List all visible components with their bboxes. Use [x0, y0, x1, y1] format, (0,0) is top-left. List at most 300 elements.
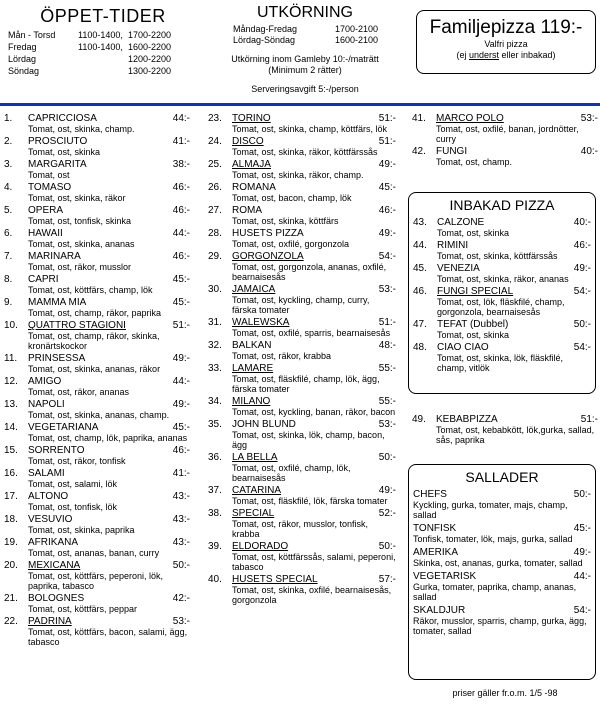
item-ingredients: Tomat, ost, skinka, räkor, köttfärssås — [232, 147, 378, 157]
price-validity-note: priser gäller fr.o.m. 1/5 -98 — [452, 688, 558, 698]
item-number: 45. — [413, 263, 427, 274]
item-number: 2. — [4, 136, 13, 147]
item-price: 52:- — [378, 508, 396, 519]
salad-price: 44:- — [573, 571, 591, 582]
item-number: 12. — [4, 376, 18, 387]
salad-name: CHEFS — [413, 489, 447, 500]
opening-day: Mån - Torsd — [8, 30, 56, 40]
item-ingredients: Tomat, ost, räkor, musslor, tonfisk, krabba — [232, 519, 369, 539]
item-price: 50:- — [172, 560, 190, 571]
item-price: 50:- — [378, 541, 396, 552]
salad-item — [413, 547, 591, 568]
item-number: 44. — [413, 240, 427, 251]
family-pizza-box — [416, 10, 596, 74]
menu-item-header — [4, 205, 190, 216]
opening-time-1: 1100-1400, — [78, 42, 123, 52]
item-number: 27. — [208, 205, 222, 216]
item-ingredients: Tomat, ost, köttfärssås, salami, peperoni, tabasco — [232, 552, 396, 572]
menu-item — [4, 593, 190, 614]
menu-item — [208, 136, 396, 157]
menu-item-header — [208, 251, 396, 262]
item-price: 50:- — [573, 319, 591, 330]
item-price: 46:- — [172, 182, 190, 193]
item-name: HAWAII — [28, 228, 63, 239]
item-price: 49:- — [172, 353, 190, 364]
item-number: 26. — [208, 182, 222, 193]
item-name: TEFAT (Dubbel) — [437, 319, 509, 330]
item-ingredients: Tomat, ost, skinka, paprika — [28, 525, 135, 535]
menu-item — [4, 205, 190, 226]
item-ingredients: Tomat, ost, salami, lök — [28, 479, 118, 489]
item-ingredients: Tomat, ost, skinka, champ, köttfärs, lök — [232, 124, 388, 134]
menu-header — [0, 0, 600, 100]
item-price: 44:- — [172, 376, 190, 387]
item-ingredients: Tomat, ost, skinka, räkor, champ. — [232, 170, 364, 180]
item-ingredients: Tomat, ost, kyckling, champ, curry, färska tomater — [232, 295, 370, 315]
item-name: VEGETARIANA — [28, 422, 99, 433]
item-number: 22. — [4, 616, 18, 627]
menu-item — [208, 419, 396, 450]
salad-price: 49:- — [573, 547, 591, 558]
item-name: PROSCIUTO — [28, 136, 88, 147]
item-name: DISCO — [232, 136, 264, 147]
menu-item-header — [4, 251, 190, 262]
menu-item — [208, 574, 396, 605]
item-name: FUNGI — [436, 146, 468, 157]
opening-time-1 — [78, 53, 128, 65]
menu-item — [4, 422, 190, 443]
opening-hours-row — [8, 53, 198, 65]
item-number: 15. — [4, 445, 18, 456]
item-name: CAPRI — [28, 274, 59, 285]
item-ingredients: Tomat, ost, skinka, lök, fläskfilé, champ, vitlök — [437, 353, 564, 373]
menu-item — [4, 616, 190, 647]
menu-item — [208, 159, 396, 180]
menu-item-header — [208, 485, 396, 496]
menu-item — [412, 414, 598, 445]
item-ingredients: Tomat, ost, köttfärs, champ, lök — [28, 285, 153, 295]
salad-name: VEGETARISK — [413, 571, 477, 582]
item-ingredients: Tomat, ost, skinka, champ. — [28, 124, 135, 134]
item-ingredients: Tomat, ost, skinka, lök, champ, bacon, ägg — [232, 430, 385, 450]
opening-day: Söndag — [8, 66, 40, 76]
item-number: 10. — [4, 320, 18, 331]
item-price: 53:- — [172, 616, 190, 627]
menu-item-header — [4, 445, 190, 456]
menu-item-header — [4, 136, 190, 147]
opening-time-2: 1600-2200 — [128, 42, 172, 52]
opening-time-1: 1100-1400, — [78, 30, 123, 40]
item-number: 32. — [208, 340, 222, 351]
delivery-note: Utkörning inom Gamleby 10:-/maträtt — [231, 54, 379, 64]
menu-item-header — [208, 113, 396, 124]
item-price: 49:- — [378, 159, 396, 170]
kebab-pizza — [412, 414, 598, 447]
item-price: 48:- — [378, 340, 396, 351]
item-ingredients: Tomat, ost, skinka, räkor — [28, 193, 126, 203]
menu-item — [4, 445, 190, 466]
item-number: 24. — [208, 136, 222, 147]
item-name: LA BELLA — [232, 452, 278, 463]
item-number: 37. — [208, 485, 222, 496]
salad-name: TONFISK — [413, 523, 457, 534]
item-name: FUNGI SPECIAL — [437, 286, 514, 297]
salad-item-header — [413, 489, 591, 500]
item-price: 51:- — [378, 317, 396, 328]
item-ingredients: Tomat, ost, skinka, köttfärssås — [437, 251, 558, 261]
item-name: AFRIKANA — [28, 537, 79, 548]
menu-item — [208, 485, 396, 506]
menu-item-header — [4, 113, 190, 124]
menu-item-header — [413, 217, 591, 228]
item-number: 21. — [4, 593, 18, 604]
item-name: QUATTRO STAGIONI — [28, 320, 126, 331]
item-name: ROMANA — [232, 182, 276, 193]
menu-item-header — [208, 574, 396, 585]
item-name: CAPRICCIOSA — [28, 113, 97, 124]
item-ingredients: Tomat, ost, oxfilé, sparris, bearnaisesås — [232, 328, 391, 338]
salad-ingredients: Gurka, tomater, paprika, champ, ananas, sallad — [413, 582, 577, 602]
delivery-time: 1700-2100 — [335, 24, 379, 34]
item-name: RIMINI — [437, 240, 469, 251]
item-price: 54:- — [378, 251, 396, 262]
item-name: HUSETS PIZZA — [232, 228, 304, 239]
item-price: 41:- — [172, 136, 190, 147]
item-ingredients: Tomat, ost, fläskfilé, lök, färska tomater — [232, 496, 388, 506]
menu-item — [208, 228, 396, 249]
menu-item — [208, 396, 396, 417]
menu-item-header — [208, 452, 396, 463]
item-name: HUSETS SPECIAL — [232, 574, 318, 585]
menu-item — [4, 353, 190, 374]
inbakad-title: INBAKAD PIZZA — [449, 197, 555, 213]
item-number: 30. — [208, 284, 222, 295]
salad-ingredients: Kyckling, gurka, tomater, majs, champ, sallad — [413, 500, 568, 520]
menu-item-header — [208, 317, 396, 328]
item-number: 1. — [4, 113, 13, 124]
item-price: 42:- — [172, 593, 190, 604]
family-pizza-line1: Valfri pizza — [484, 39, 528, 49]
item-price: 53:- — [378, 419, 396, 430]
item-price: 57:- — [378, 574, 396, 585]
item-number: 46. — [413, 286, 427, 297]
menu-item — [413, 217, 591, 238]
menu-item-header — [413, 286, 591, 297]
item-number: 19. — [4, 537, 18, 548]
item-ingredients: Tomat, ost, köttfärs, bacon, salami, ägg, tabasco — [28, 627, 188, 647]
item-name: AMIGO — [28, 376, 62, 387]
item-price: 45:- — [172, 274, 190, 285]
delivery-day: Lördag-Söndag — [233, 35, 296, 45]
menu-item — [413, 319, 591, 340]
item-name: BOLOGNES — [28, 593, 85, 604]
item-ingredients: Tomat, ost, champ, lök, paprika, ananas — [28, 433, 188, 443]
item-number: 38. — [208, 508, 222, 519]
item-ingredients: Tomat, ost, skinka, ananas — [28, 239, 135, 249]
menu-item-header — [4, 560, 190, 571]
menu-column-3 — [412, 113, 598, 169]
item-number: 8. — [4, 274, 13, 285]
item-number: 39. — [208, 541, 222, 552]
menu-item — [413, 240, 591, 261]
item-name: MARGARITA — [28, 159, 87, 170]
item-price: 46:- — [378, 205, 396, 216]
salad-item — [413, 571, 591, 602]
item-number: 20. — [4, 560, 18, 571]
item-ingredients: Tomat, ost, räkor, tonfisk — [28, 456, 126, 466]
delivery-row — [205, 24, 405, 35]
salad-ingredients: Skinka, ost, ananas, gurka, tomater, sallad — [413, 558, 583, 568]
menu-item-header — [4, 468, 190, 479]
item-name: MEXICANA — [28, 560, 81, 571]
item-number: 17. — [4, 491, 18, 502]
menu-item-header — [4, 537, 190, 548]
menu-item — [208, 284, 396, 315]
item-ingredients: Tomat, ost, oxfilé, champ, lök, bearnaisesås — [232, 463, 351, 483]
menu-item — [4, 514, 190, 535]
menu-item — [4, 159, 190, 180]
menu-item-header — [4, 228, 190, 239]
menu-item — [208, 340, 396, 361]
menu-item — [4, 182, 190, 203]
menu-item — [208, 113, 396, 134]
item-name: MAMMA MIA — [28, 297, 87, 308]
menu-item — [208, 251, 396, 282]
item-name: CATARINA — [232, 485, 282, 496]
menu-item — [4, 399, 190, 420]
item-ingredients: Tomat, ost, skinka — [28, 147, 101, 157]
item-price: 46:- — [172, 205, 190, 216]
menu-item-header — [4, 353, 190, 364]
item-price: 51:- — [172, 320, 190, 331]
item-name: PRINSESSA — [28, 353, 86, 364]
menu-item — [4, 376, 190, 397]
menu-item-header — [208, 508, 396, 519]
menu-item-header — [4, 616, 190, 627]
item-ingredients: Tomat, ost, köttfärs, peperoni, lök, paprika, tabasco — [28, 571, 164, 591]
item-price: 55:- — [378, 363, 396, 374]
item-name: SORRENTO — [28, 445, 85, 456]
item-price: 53:- — [580, 113, 598, 124]
item-number: 6. — [4, 228, 13, 239]
item-number: 13. — [4, 399, 18, 410]
delivery-info — [205, 4, 405, 94]
menu-item-header — [4, 491, 190, 502]
menu-item — [413, 342, 591, 373]
item-number: 42. — [412, 146, 426, 157]
menu-item-header — [208, 340, 396, 351]
menu-item-header — [412, 113, 598, 124]
salad-price: 50:- — [573, 489, 591, 500]
menu-item-header — [4, 422, 190, 433]
menu-item — [208, 508, 396, 539]
item-price: 49:- — [172, 399, 190, 410]
item-name: ROMA — [232, 205, 262, 216]
item-name: BALKAN — [232, 340, 272, 351]
item-number: 28. — [208, 228, 222, 239]
item-number: 14. — [4, 422, 18, 433]
menu-item — [4, 297, 190, 318]
menu-item-header — [208, 419, 396, 430]
item-name: GORGONZOLA — [232, 251, 304, 262]
service-fee: Serveringsavgift 5:-/person — [251, 84, 359, 94]
item-number: 43. — [413, 217, 427, 228]
item-name: CALZONE — [437, 217, 485, 228]
item-ingredients: Tomat, ost, ananas, banan, curry — [28, 548, 160, 558]
item-price: 51:- — [378, 113, 396, 124]
menu-item — [208, 205, 396, 226]
item-number: 41. — [412, 113, 426, 124]
item-ingredients: Tomat, ost, skinka, ananas, champ. — [28, 410, 170, 420]
item-ingredients: Tomat, ost, räkor, musslor — [28, 262, 132, 272]
item-ingredients: Tomat, ost, räkor, ananas — [28, 387, 130, 397]
item-price: 55:- — [378, 396, 396, 407]
menu-item — [4, 136, 190, 157]
opening-hours-row — [8, 41, 198, 53]
item-price: 51:- — [580, 414, 598, 425]
salad-item-header — [413, 523, 591, 534]
item-number: 3. — [4, 159, 13, 170]
opening-hours — [8, 6, 198, 77]
item-ingredients: Tomat, ost, bacon, champ, lök — [232, 193, 352, 203]
menu-item-header — [4, 182, 190, 193]
delivery-day: Måndag-Fredag — [233, 24, 298, 34]
item-number: 33. — [208, 363, 222, 374]
item-name: TOMASO — [28, 182, 72, 193]
item-name: ALTONO — [28, 491, 69, 502]
salad-item-header — [413, 547, 591, 558]
menu-item-header — [4, 274, 190, 285]
opening-day: Fredag — [8, 42, 37, 52]
item-price: 46:- — [172, 445, 190, 456]
menu-item — [208, 182, 396, 203]
item-ingredients: Tomat, ost, skinka — [437, 228, 510, 238]
item-number: 29. — [208, 251, 222, 262]
item-ingredients: Tomat, ost, oxfilé, banan, jordnötter, curry — [436, 124, 579, 144]
menu-item-header — [208, 363, 396, 374]
item-price: 44:- — [172, 113, 190, 124]
item-name: SALAMI — [28, 468, 65, 479]
item-number: 5. — [4, 205, 13, 216]
item-ingredients: Tomat, ost, skinka, köttfärs — [232, 216, 339, 226]
item-name: OPERA — [28, 205, 64, 216]
item-ingredients: Tomat, ost, champ, räkor, paprika — [28, 308, 162, 318]
item-price: 51:- — [378, 136, 396, 147]
item-ingredients: Tomat, ost, champ, räkor, skinka, kronärtskockor — [28, 331, 160, 351]
menu-item — [413, 286, 591, 317]
family-pizza-line2: (ej underst eller inbakad) — [456, 50, 556, 60]
item-name: MARINARA — [28, 251, 81, 262]
item-price: 50:- — [378, 452, 396, 463]
sallader-box — [408, 464, 596, 680]
item-ingredients: Tomat, ost, fläskfilé, champ, lök, ägg, färska tomater — [232, 374, 380, 394]
item-name: LAMARE — [232, 363, 274, 374]
item-ingredients: Tomat, ost, tonfisk, lök — [28, 502, 118, 512]
item-price: 41:- — [172, 468, 190, 479]
item-price: 45:- — [172, 297, 190, 308]
item-price: 40:- — [580, 146, 598, 157]
opening-hours-row — [8, 29, 198, 41]
opening-hours-title: ÖPPET-TIDER — [40, 6, 166, 26]
menu-column-1 — [4, 113, 190, 649]
opening-time-2: 1300-2200 — [128, 66, 172, 76]
salad-name: AMERIKA — [413, 547, 459, 558]
menu-item-header — [4, 297, 190, 308]
menu-item-header — [208, 228, 396, 239]
family-pizza-title: Familjepizza 119:- — [429, 17, 583, 38]
item-ingredients: Tomat, ost — [28, 170, 70, 180]
inbakad-pizza-box — [408, 192, 596, 394]
item-name: KEBABPIZZA — [436, 414, 498, 425]
item-name: ELDORADO — [232, 541, 289, 552]
item-name: NAPOLI — [28, 399, 65, 410]
item-price: 49:- — [573, 263, 591, 274]
menu-item — [208, 317, 396, 338]
delivery-row — [205, 35, 405, 46]
item-number: 34. — [208, 396, 222, 407]
item-name: JOHN BLUND — [232, 419, 296, 430]
item-price: 45:- — [172, 422, 190, 433]
item-number: 9. — [4, 297, 13, 308]
item-price: 44:- — [172, 228, 190, 239]
item-name: CIAO CIAO — [437, 342, 489, 353]
item-name: SPECIAL — [232, 508, 275, 519]
menu-item-header — [208, 284, 396, 295]
menu-item — [412, 146, 598, 167]
item-name: ALMAJA — [232, 159, 271, 170]
menu-item-header — [412, 146, 598, 157]
salad-price: 45:- — [573, 523, 591, 534]
menu-column-2 — [208, 113, 396, 607]
item-number: 47. — [413, 319, 427, 330]
menu-item-header — [4, 593, 190, 604]
salad-item — [413, 605, 591, 636]
menu-item-header — [413, 319, 591, 330]
item-number: 7. — [4, 251, 13, 262]
item-number: 35. — [208, 419, 222, 430]
opening-day: Lördag — [8, 54, 37, 64]
salad-ingredients: Räkor, musslor, sparris, champ, gurka, ägg, tomater, sallad — [413, 616, 587, 636]
menu-item — [4, 228, 190, 249]
salad-item-header — [413, 571, 591, 582]
item-ingredients: Tomat, ost, tonfisk, skinka — [28, 216, 132, 226]
item-price: 43:- — [172, 491, 190, 502]
item-price: 45:- — [378, 182, 396, 193]
menu-item-header — [208, 541, 396, 552]
salad-price: 54:- — [573, 605, 591, 616]
item-number: 40. — [208, 574, 222, 585]
item-name: TORINO — [232, 113, 271, 124]
item-price: 49:- — [378, 485, 396, 496]
menu-item — [412, 113, 598, 144]
menu-item — [208, 363, 396, 394]
menu-item-header — [208, 182, 396, 193]
item-price: 46:- — [172, 251, 190, 262]
menu-item-header — [413, 240, 591, 251]
salad-item — [413, 489, 591, 520]
menu-item-header — [208, 396, 396, 407]
menu-item — [413, 263, 591, 284]
item-number: 23. — [208, 113, 222, 124]
item-ingredients: Tomat, ost, skinka — [437, 330, 510, 340]
item-number: 4. — [4, 182, 13, 193]
item-price: 54:- — [573, 342, 591, 353]
menu-item-header — [413, 342, 591, 353]
item-number: 18. — [4, 514, 18, 525]
item-price: 53:- — [378, 284, 396, 295]
menu-item-header — [4, 399, 190, 410]
menu-item — [4, 537, 190, 558]
